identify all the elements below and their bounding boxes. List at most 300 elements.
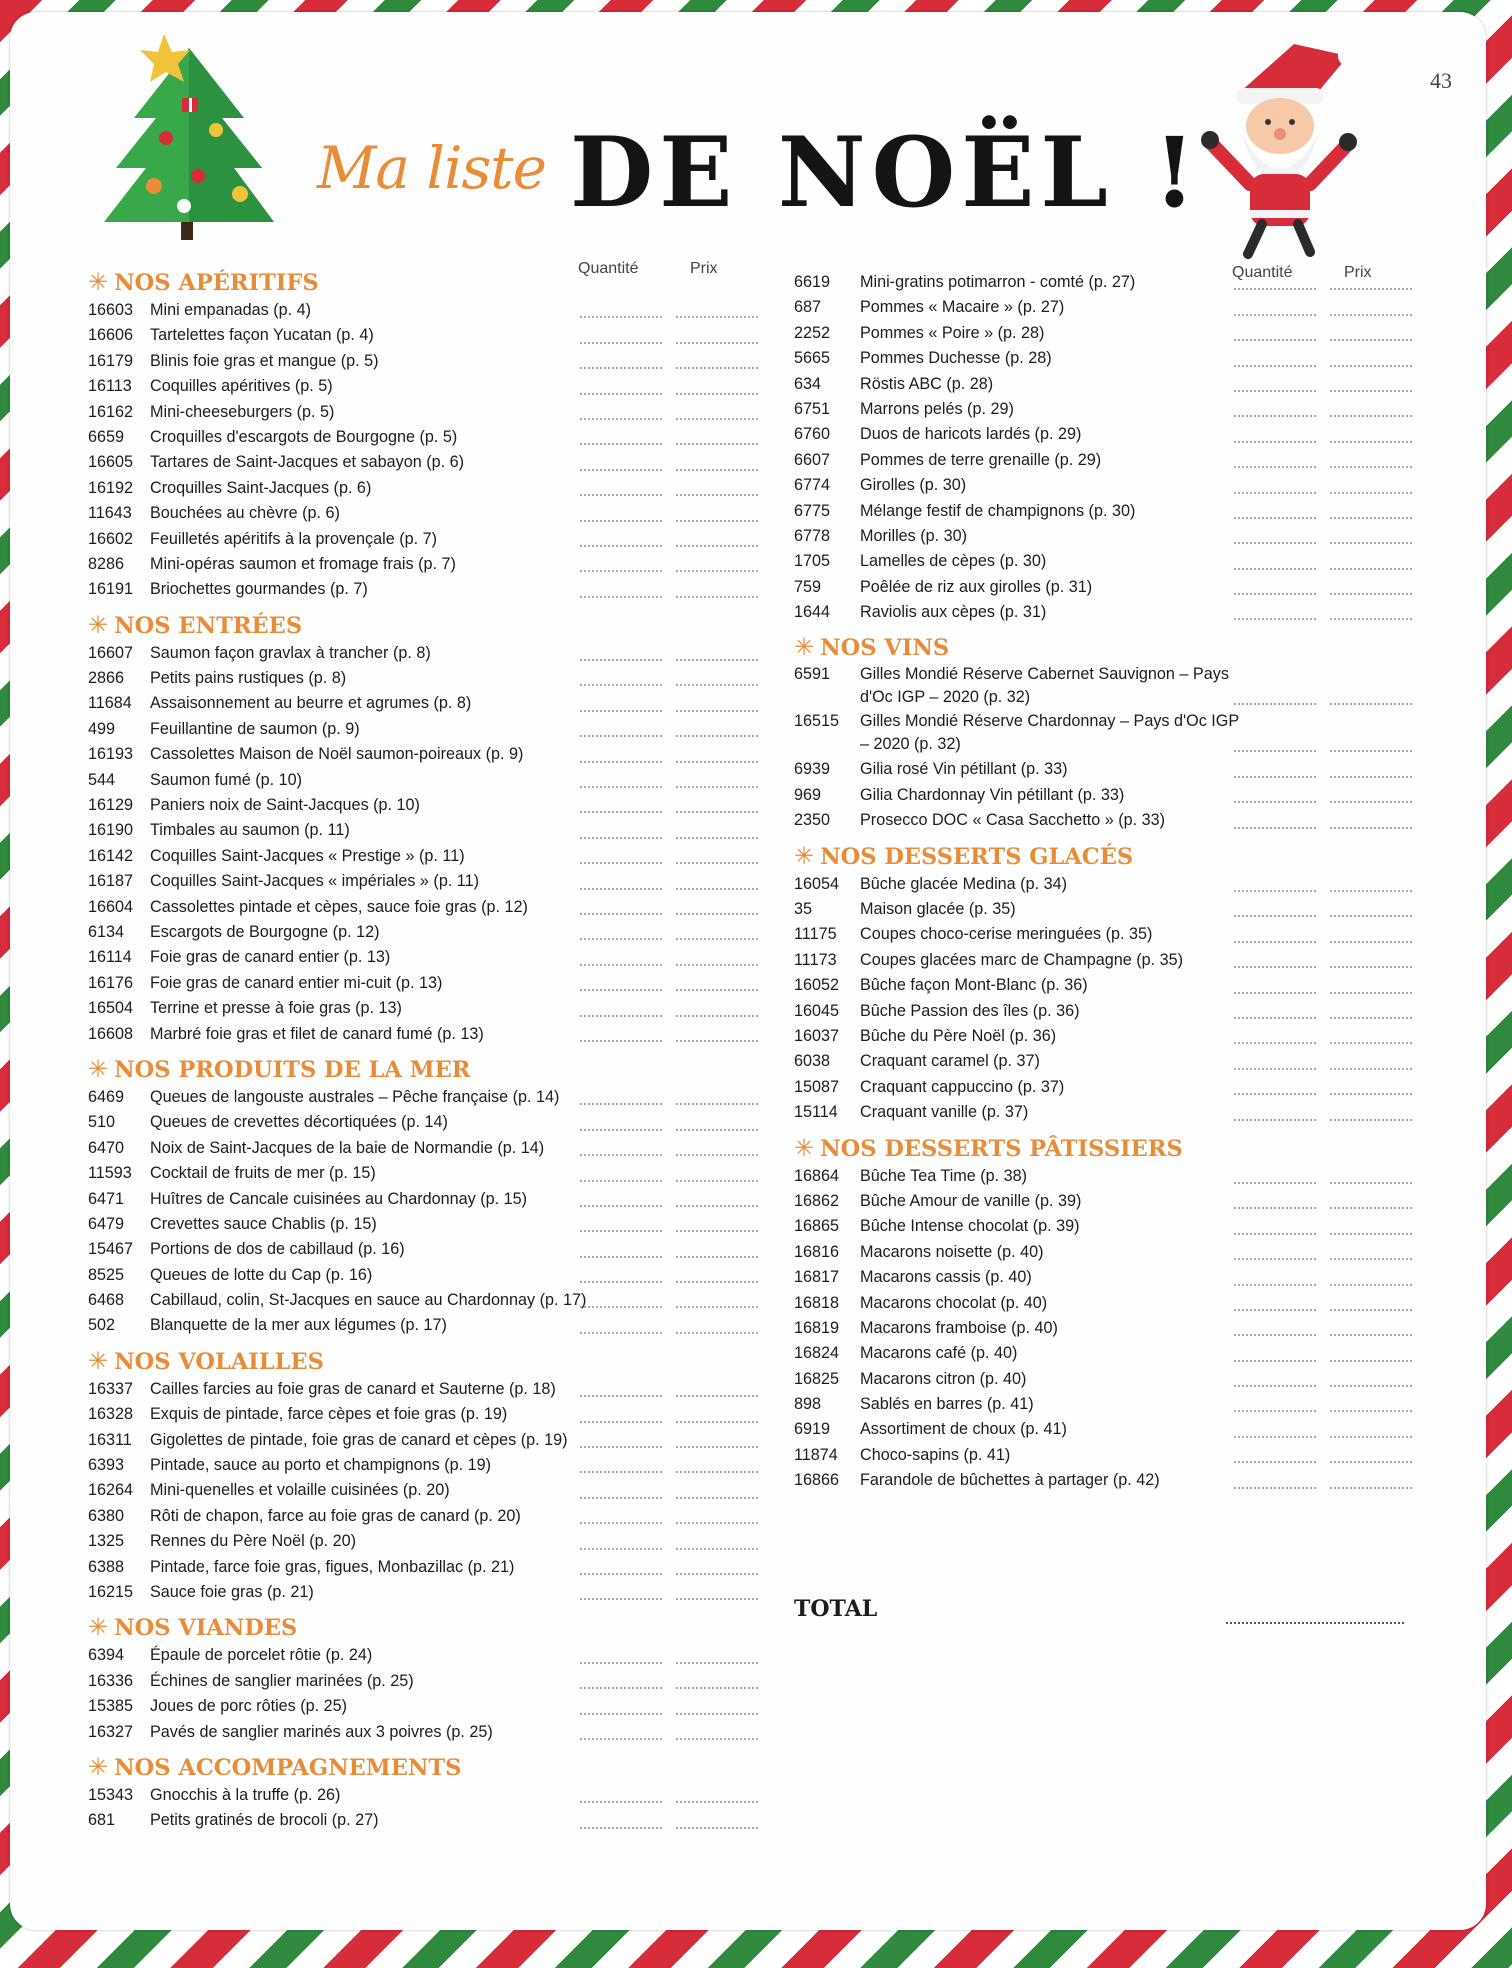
quantity-input-line[interactable] <box>580 1598 662 1600</box>
price-input-line[interactable] <box>1330 365 1412 367</box>
list-item <box>794 397 1434 422</box>
price-input-line[interactable] <box>676 913 758 915</box>
price-input-line[interactable] <box>676 545 758 547</box>
price-input-line[interactable] <box>1330 466 1412 468</box>
quantity-input-line[interactable] <box>580 1446 662 1448</box>
price-input-line[interactable] <box>676 1662 758 1664</box>
price-input-line[interactable] <box>676 710 758 712</box>
price-input-line[interactable] <box>1330 1068 1412 1070</box>
quantity-input-line[interactable] <box>580 913 662 915</box>
price-input-line[interactable] <box>1330 314 1412 316</box>
item-code: 16179 <box>88 351 134 370</box>
quantity-input-line[interactable] <box>1234 1461 1316 1463</box>
section-title-aperitifs <box>88 266 768 298</box>
list-item <box>794 1341 1434 1366</box>
price-input-line[interactable] <box>1330 941 1412 943</box>
list-item <box>794 448 1434 473</box>
list-item <box>794 1392 1434 1417</box>
item-code: 16162 <box>88 402 134 421</box>
price-input-line[interactable] <box>676 596 758 598</box>
quantity-input-line[interactable] <box>1234 492 1316 494</box>
item-name: Sablés en barres (p. 41) <box>860 1395 1034 1414</box>
list-item <box>88 1694 768 1719</box>
price-input-line[interactable] <box>1330 1487 1412 1489</box>
price-input-line[interactable] <box>676 1687 758 1689</box>
item-code: 16608 <box>88 1024 134 1043</box>
item-code: 2866 <box>88 669 125 688</box>
quantity-input-line[interactable] <box>580 811 662 813</box>
quantity-input-line[interactable] <box>1234 1182 1316 1184</box>
item-name: Mini empanadas (p. 4) <box>150 301 312 319</box>
item-name: Rennes du Père Noël (p. 20) <box>150 1532 357 1551</box>
item-name: Macarons chocolat (p. 40) <box>860 1293 1048 1312</box>
item-code: 16605 <box>88 453 134 472</box>
quantity-input-line[interactable] <box>1234 941 1316 943</box>
asterisk-star-icon: ✳ <box>88 1613 109 1642</box>
list-item <box>88 1808 768 1833</box>
item-name: Blinis foie gras et mangue (p. 5) <box>150 351 379 370</box>
item-name: Bûche façon Mont-Blanc (p. 36) <box>860 976 1088 995</box>
quantity-input-line[interactable] <box>580 1395 662 1397</box>
quantity-input-line[interactable] <box>580 520 662 522</box>
quantity-header: Quantité <box>578 260 639 277</box>
price-input-line[interactable] <box>1330 492 1412 494</box>
list-item <box>794 1417 1434 1442</box>
list-item <box>794 270 1434 295</box>
list-item <box>88 1529 768 1554</box>
item-code: 16045 <box>794 1001 840 1020</box>
item-name: Rôti de chapon, farce au foie gras de canard (p. 20) <box>150 1506 521 1525</box>
item-name: Mini-quenelles et volaille cuisinées (p. 20) <box>150 1481 450 1500</box>
item-code: 16602 <box>88 529 134 548</box>
price-input-line[interactable] <box>676 964 758 966</box>
item-code: 634 <box>794 374 822 393</box>
price-input-line[interactable] <box>1330 703 1412 705</box>
price-input-line[interactable] <box>676 989 758 991</box>
price-input-line[interactable] <box>1330 1334 1412 1336</box>
quantity-input-line[interactable] <box>1234 1042 1316 1044</box>
item-code: 15467 <box>88 1240 134 1259</box>
quantity-input-line[interactable] <box>580 316 662 318</box>
list-item <box>794 897 1434 922</box>
quantity-input-line[interactable] <box>580 862 662 864</box>
list-item <box>88 971 768 996</box>
price-input-line[interactable] <box>676 684 758 686</box>
quantity-input-line[interactable] <box>580 1738 662 1740</box>
price-input-line[interactable] <box>1330 1436 1412 1438</box>
item-code: 6469 <box>88 1087 125 1106</box>
price-input-line[interactable] <box>676 811 758 813</box>
item-name: Cassolettes Maison de Noël saumon-poireaux (p. 9) <box>150 745 524 764</box>
item-name: Crevettes sauce Chablis (p. 15) <box>150 1214 377 1233</box>
item-name: Cabillaud, colin, St-Jacques en sauce au Chardonnay (p. 17) <box>150 1291 587 1310</box>
price-input-line[interactable] <box>676 316 758 318</box>
item-name: Petits pains rustiques (p. 8) <box>150 669 347 688</box>
item-code: 6760 <box>794 425 831 444</box>
item-code: 16866 <box>794 1471 840 1490</box>
list-item <box>88 349 768 374</box>
price-input-line[interactable] <box>1330 1042 1412 1044</box>
quantity-input-line[interactable] <box>580 964 662 966</box>
item-name: Mini-gratins potimarron - comté (p. 27) <box>860 273 1136 291</box>
item-name: Coupes choco-cerise meringuées (p. 35) <box>860 925 1153 944</box>
item-code: 16825 <box>794 1369 840 1388</box>
quantity-input-line[interactable] <box>580 761 662 763</box>
list-item <box>88 641 768 666</box>
price-input-line[interactable] <box>1330 1119 1412 1121</box>
price-input-line[interactable] <box>676 761 758 763</box>
item-name: Assaisonnement au beurre et agrumes (p. 8) <box>150 694 472 713</box>
price-input-line[interactable] <box>1330 1284 1412 1286</box>
price-input-line[interactable] <box>676 1738 758 1740</box>
quantity-input-line[interactable] <box>1234 966 1316 968</box>
list-item <box>794 575 1434 600</box>
section-title-text: NOS DESSERTS PÂTISSIERS <box>820 1135 1183 1162</box>
item-code: 544 <box>88 770 116 789</box>
price-input-line[interactable] <box>1330 1233 1412 1235</box>
quantity-input-line[interactable] <box>1234 1487 1316 1489</box>
quantity-input-line[interactable] <box>1234 915 1316 917</box>
item-name: Assortiment de choux (p. 41) <box>860 1420 1067 1439</box>
price-input-line[interactable] <box>1330 1093 1412 1095</box>
item-code: 11593 <box>88 1164 132 1183</box>
item-name: Raviolis aux cèpes (p. 31) <box>860 603 1047 622</box>
quantity-input-line[interactable] <box>580 1548 662 1550</box>
price-input-line[interactable] <box>676 342 758 344</box>
quantity-input-line[interactable] <box>580 469 662 471</box>
quantity-input-line[interactable] <box>1234 703 1316 705</box>
price-input-line[interactable] <box>1330 750 1412 752</box>
price-input-line[interactable] <box>1330 1360 1412 1362</box>
item-code: 6134 <box>88 922 125 941</box>
quantity-input-line[interactable] <box>580 659 662 661</box>
quantity-input-line[interactable] <box>1234 801 1316 803</box>
price-input-line[interactable] <box>1330 827 1412 829</box>
item-name: Queues de langouste australes – Pêche française (p. 14) <box>150 1087 560 1106</box>
item-name: Foie gras de canard entier (p. 13) <box>150 948 391 967</box>
price-input-line[interactable] <box>676 1040 758 1042</box>
quantity-input-line[interactable] <box>580 596 662 598</box>
item-name: Macarons cassis (p. 40) <box>860 1268 1032 1287</box>
item-name: Queues de crevettes décortiquées (p. 14) <box>150 1113 448 1132</box>
quantity-input-line[interactable] <box>1234 1334 1316 1336</box>
item-code: 16054 <box>794 874 840 893</box>
item-name: Girolles (p. 30) <box>860 476 967 495</box>
quantity-input-line[interactable] <box>580 494 662 496</box>
quantity-input-line[interactable] <box>1234 593 1316 595</box>
price-input-line[interactable] <box>676 938 758 940</box>
quantity-input-line[interactable] <box>580 418 662 420</box>
price-input-line[interactable] <box>676 1548 758 1550</box>
quantity-input-line[interactable] <box>1234 1284 1316 1286</box>
price-input-line[interactable] <box>676 1129 758 1131</box>
item-name: Prosecco DOC « Casa Sacchetto » (p. 33) <box>860 811 1166 830</box>
quantity-input-line[interactable] <box>580 1306 662 1308</box>
list-item <box>88 1237 768 1262</box>
quantity-input-line[interactable] <box>1234 1207 1316 1209</box>
list-item <box>88 1402 768 1427</box>
quantity-input-line[interactable] <box>580 1332 662 1334</box>
item-name: Craquant cappuccino (p. 37) <box>860 1077 1065 1096</box>
quantity-input-line[interactable] <box>580 1230 662 1232</box>
item-name: Choco-sapins (p. 41) <box>860 1445 1011 1464</box>
price-input-line[interactable] <box>676 1281 758 1283</box>
list-item <box>88 818 768 843</box>
item-name: Pommes « Macaire » (p. 27) <box>860 298 1065 317</box>
quantity-input-line[interactable] <box>580 367 662 369</box>
asterisk-star-icon: ✳ <box>794 633 815 662</box>
price-input-line[interactable] <box>1330 890 1412 892</box>
item-code: 16864 <box>794 1166 840 1185</box>
item-name: Exquis de pintade, farce cèpes et foie gras (p. 19) <box>150 1405 508 1424</box>
price-input-line[interactable] <box>1330 618 1412 620</box>
price-input-line[interactable] <box>1330 415 1412 417</box>
price-input-line[interactable] <box>1330 801 1412 803</box>
price-input-line[interactable] <box>676 1230 758 1232</box>
price-input-line[interactable] <box>676 1522 758 1524</box>
price-input-line[interactable] <box>676 1497 758 1499</box>
quantity-input-line[interactable] <box>1234 750 1316 752</box>
quantity-input-line[interactable] <box>1234 1258 1316 1260</box>
price-input-line[interactable] <box>676 1154 758 1156</box>
item-code: 6774 <box>794 476 831 495</box>
quantity-input-line[interactable] <box>1234 314 1316 316</box>
price-input-line[interactable] <box>1330 441 1412 443</box>
quantity-input-line[interactable] <box>580 1522 662 1524</box>
quantity-input-line[interactable] <box>1234 415 1316 417</box>
quantity-input-line[interactable] <box>1234 992 1316 994</box>
price-input-line[interactable] <box>1330 1258 1412 1260</box>
price-input-line[interactable] <box>676 494 758 496</box>
list-item <box>88 450 768 475</box>
list-item <box>88 1136 768 1161</box>
quantity-input-line[interactable] <box>1234 1017 1316 1019</box>
item-code: 6470 <box>88 1138 125 1157</box>
quantity-input-line[interactable] <box>580 888 662 890</box>
quantity-input-line[interactable] <box>1234 827 1316 829</box>
item-name: Pintade, sauce au porto et champignons (p. 19) <box>150 1456 492 1475</box>
price-input-line[interactable] <box>1330 288 1412 290</box>
quantity-input-line[interactable] <box>580 837 662 839</box>
quantity-input-line[interactable] <box>580 1180 662 1182</box>
price-input-line[interactable] <box>676 570 758 572</box>
price-input-line[interactable] <box>1330 517 1412 519</box>
quantity-input-line[interactable] <box>580 1573 662 1575</box>
item-name: Lamelles de cèpes (p. 30) <box>860 552 1047 571</box>
list-item <box>794 1443 1434 1468</box>
quantity-input-line[interactable] <box>580 1801 662 1803</box>
price-input-line[interactable] <box>1330 542 1412 544</box>
item-code: 8286 <box>88 554 125 573</box>
price-input-line[interactable] <box>1330 1385 1412 1387</box>
item-code: 510 <box>88 1113 116 1132</box>
quantity-input-line[interactable] <box>580 1497 662 1499</box>
price-input-line[interactable] <box>676 1103 758 1105</box>
list-item <box>88 1555 768 1580</box>
quantity-input-line[interactable] <box>580 1129 662 1131</box>
quantity-input-line[interactable] <box>1234 288 1316 290</box>
list-item <box>794 1100 1434 1125</box>
price-input-line[interactable] <box>1330 1207 1412 1209</box>
item-name: Maison glacée (p. 35) <box>860 900 1016 919</box>
quantity-input-line[interactable] <box>580 1662 662 1664</box>
list-item <box>794 1164 1434 1189</box>
quantity-input-line[interactable] <box>580 786 662 788</box>
section-title-mer <box>88 1053 768 1085</box>
item-code: 15385 <box>88 1697 134 1716</box>
price-input-line[interactable] <box>676 1180 758 1182</box>
price-input-line[interactable] <box>1330 1182 1412 1184</box>
quantity-input-line[interactable] <box>1234 390 1316 392</box>
price-input-line[interactable] <box>676 659 758 661</box>
section-title-text: NOS APÉRITIFS <box>114 270 319 296</box>
price-input-line[interactable] <box>1330 593 1412 595</box>
item-name: Tartelettes façon Yucatan (p. 4) <box>150 326 374 345</box>
quantity-input-line[interactable] <box>580 938 662 940</box>
quantity-input-line[interactable] <box>580 1687 662 1689</box>
quantity-input-line[interactable] <box>1234 1385 1316 1387</box>
quantity-input-line[interactable] <box>1234 890 1316 892</box>
price-input-line[interactable] <box>676 1471 758 1473</box>
list-item <box>794 1075 1434 1100</box>
quantity-input-line[interactable] <box>580 735 662 737</box>
price-input-line[interactable] <box>676 888 758 890</box>
price-input-line[interactable] <box>676 520 758 522</box>
quantity-input-line[interactable] <box>1234 1233 1316 1235</box>
list-item <box>794 783 1434 808</box>
price-input-line[interactable] <box>1330 915 1412 917</box>
quantity-input-line[interactable] <box>1234 1410 1316 1412</box>
quantity-input-line[interactable] <box>580 989 662 991</box>
quantity-input-line[interactable] <box>580 1040 662 1042</box>
price-input-line[interactable] <box>676 1015 758 1017</box>
quantity-input-line[interactable] <box>580 393 662 395</box>
quantity-input-line[interactable] <box>1234 466 1316 468</box>
quantity-input-line[interactable] <box>580 443 662 445</box>
price-input-line[interactable] <box>676 443 758 445</box>
quantity-input-line[interactable] <box>1234 1309 1316 1311</box>
quantity-input-line[interactable] <box>1234 1436 1316 1438</box>
quantity-input-line[interactable] <box>580 684 662 686</box>
price-input-line[interactable] <box>1330 992 1412 994</box>
item-code: 16215 <box>88 1582 134 1601</box>
quantity-input-line[interactable] <box>580 570 662 572</box>
price-input-line[interactable] <box>1330 1410 1412 1412</box>
list-item <box>794 1214 1434 1239</box>
item-code: 16819 <box>794 1318 840 1337</box>
price-input-line[interactable] <box>676 469 758 471</box>
price-input-line[interactable] <box>1330 776 1412 778</box>
list-item <box>88 1428 768 1453</box>
quantity-input-line[interactable] <box>580 710 662 712</box>
item-name: Coquilles Saint-Jacques « Prestige » (p. 11) <box>150 846 465 865</box>
total-input-line[interactable] <box>1226 1622 1404 1624</box>
price-input-line[interactable] <box>676 862 758 864</box>
quantity-input-line[interactable] <box>1234 1093 1316 1095</box>
price-input-line[interactable] <box>676 1395 758 1397</box>
price-input-line[interactable] <box>676 1801 758 1803</box>
quantity-input-line[interactable] <box>580 1256 662 1258</box>
quantity-input-line[interactable] <box>1234 542 1316 544</box>
list-item <box>794 973 1434 998</box>
section-title-desserts-patissiers <box>794 1132 1434 1164</box>
quantity-input-line[interactable] <box>580 1205 662 1207</box>
quantity-input-line[interactable] <box>580 545 662 547</box>
price-input-line[interactable] <box>676 1421 758 1423</box>
list-item <box>794 1291 1434 1316</box>
price-input-line[interactable] <box>676 1256 758 1258</box>
item-code: 15114 <box>794 1103 838 1122</box>
left-column <box>88 266 768 1834</box>
quantity-input-line[interactable] <box>580 1281 662 1283</box>
quantity-input-line[interactable] <box>1234 1068 1316 1070</box>
price-input-line[interactable] <box>1330 1017 1412 1019</box>
price-input-line[interactable] <box>1330 1309 1412 1311</box>
section-title-text: NOS ACCOMPAGNEMENTS <box>114 1754 462 1781</box>
section-title-accompagnements <box>88 1751 768 1783</box>
section-title-volailles <box>88 1345 768 1377</box>
quantity-input-line[interactable] <box>580 1015 662 1017</box>
price-input-line[interactable] <box>676 1573 758 1575</box>
price-input-line[interactable] <box>676 1306 758 1308</box>
quantity-input-line[interactable] <box>580 1713 662 1715</box>
quantity-input-line[interactable] <box>580 342 662 344</box>
price-input-line[interactable] <box>676 393 758 395</box>
quantity-input-line[interactable] <box>1234 776 1316 778</box>
item-name: Macarons noisette (p. 40) <box>860 1242 1044 1261</box>
price-input-line[interactable] <box>676 837 758 839</box>
quantity-input-line[interactable] <box>1234 441 1316 443</box>
item-name: Macarons framboise (p. 40) <box>860 1318 1058 1337</box>
item-code: 16603 <box>88 301 134 319</box>
price-input-line[interactable] <box>676 418 758 420</box>
price-input-line[interactable] <box>676 367 758 369</box>
item-name: Épaule de porcelet rôtie (p. 24) <box>150 1646 373 1665</box>
price-input-line[interactable] <box>1330 966 1412 968</box>
quantity-input-line[interactable] <box>1234 365 1316 367</box>
price-input-line[interactable] <box>676 1598 758 1600</box>
price-input-line[interactable] <box>676 1446 758 1448</box>
quantity-input-line[interactable] <box>580 1471 662 1473</box>
quantity-input-line[interactable] <box>580 1154 662 1156</box>
price-input-line[interactable] <box>1330 1461 1412 1463</box>
list-item <box>88 844 768 869</box>
quantity-input-line[interactable] <box>1234 1119 1316 1121</box>
quantity-input-line[interactable] <box>580 1421 662 1423</box>
quantity-input-line[interactable] <box>1234 618 1316 620</box>
price-input-line[interactable] <box>676 1332 758 1334</box>
quantity-input-line[interactable] <box>1234 339 1316 341</box>
quantity-input-line[interactable] <box>1234 568 1316 570</box>
price-input-line[interactable] <box>1330 339 1412 341</box>
price-input-line[interactable] <box>676 1713 758 1715</box>
price-input-line[interactable] <box>1330 390 1412 392</box>
item-code: 499 <box>88 719 116 738</box>
quantity-input-line[interactable] <box>580 1827 662 1829</box>
price-input-line[interactable] <box>676 1205 758 1207</box>
section-title-text: NOS PRODUITS DE LA MER <box>114 1056 471 1083</box>
price-input-line[interactable] <box>676 735 758 737</box>
item-code: 16328 <box>88 1405 134 1424</box>
item-code: 11173 <box>794 950 837 969</box>
quantity-input-line[interactable] <box>1234 517 1316 519</box>
price-input-line[interactable] <box>676 786 758 788</box>
list-item <box>88 945 768 970</box>
quantity-input-line[interactable] <box>580 1103 662 1105</box>
price-input-line[interactable] <box>1330 568 1412 570</box>
quantity-input-line[interactable] <box>1234 1360 1316 1362</box>
price-input-line[interactable] <box>676 1827 758 1829</box>
